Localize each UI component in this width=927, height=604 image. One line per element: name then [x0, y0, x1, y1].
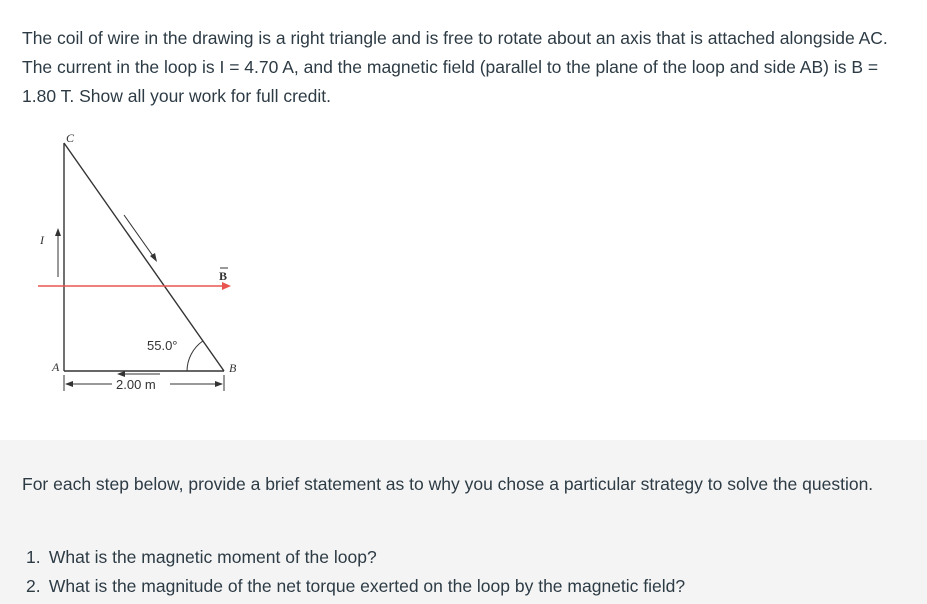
label-b: B: [229, 361, 237, 375]
figure-svg: [0, 125, 300, 415]
question-item: [22, 572, 685, 601]
question-text: What is the magnetic moment of the loop?: [48, 547, 377, 567]
question-list: [22, 543, 685, 601]
current-arrow-diagonal-icon: [124, 215, 157, 262]
problem-statement: The coil of wire in the drawing is a right triangle and is free to rotate about an axis that is attached alongside AC. The current in the loop is I = 4.70 A, and the magnetic field (parallel to the plane of the loop and side AB) is B = 1.80 T. Show all your work for full credit.: [22, 28, 888, 106]
length-label: 2.00 m: [116, 377, 156, 392]
current-arrow-icon: [55, 228, 61, 277]
triangle-coil-figure: [0, 125, 300, 415]
question-text: What is the magnitude of the net torque exerted on the loop by the magnetic field?: [48, 576, 686, 596]
angle-arc: [187, 341, 203, 371]
angle-label: 55.0°: [147, 338, 178, 353]
triangle-coil: [64, 143, 224, 371]
label-current: I: [40, 233, 44, 247]
side-bc: [64, 143, 224, 371]
label-field: B: [219, 269, 228, 283]
label-c: C: [66, 131, 75, 145]
field-arrow: [38, 282, 231, 290]
question-number: 2.: [26, 576, 41, 596]
question-number: 1.: [26, 547, 41, 567]
question-item: [22, 543, 685, 572]
instructions-text: For each step below, provide a brief statement as to why you chose a particular strategy to solve the question.: [22, 474, 874, 494]
label-a: A: [52, 360, 60, 374]
instructions-panel: [0, 440, 927, 604]
